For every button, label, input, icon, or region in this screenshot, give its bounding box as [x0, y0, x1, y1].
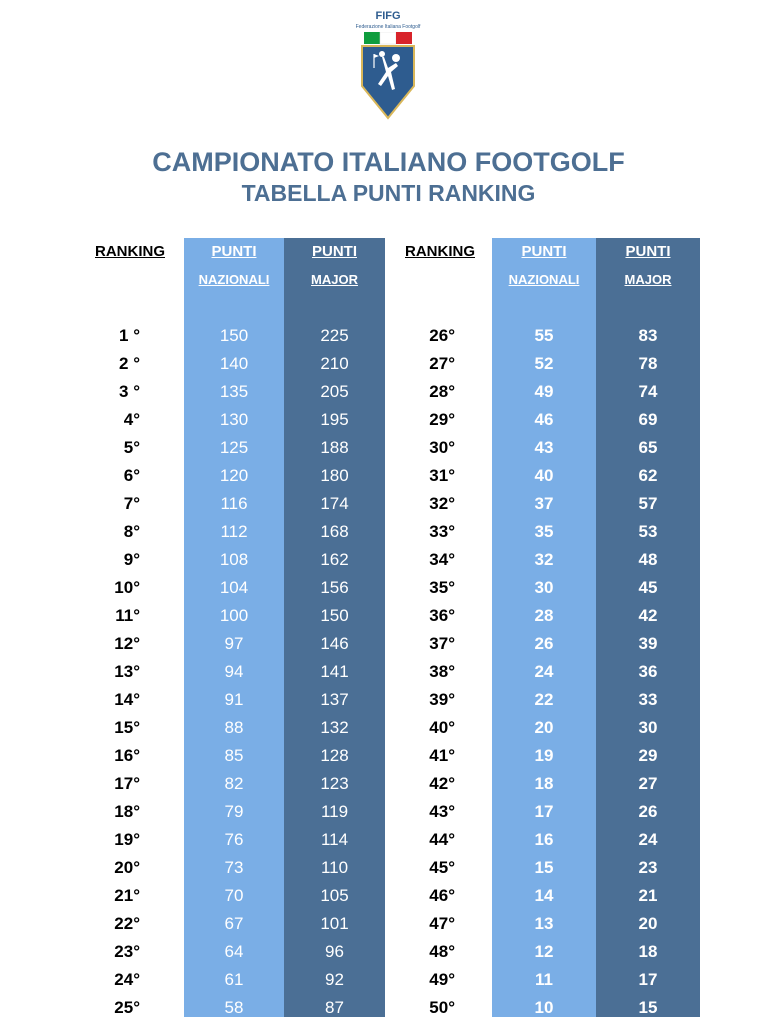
- punti-nazionali-cell: 100: [219, 606, 249, 625]
- table-row: [0, 854, 777, 882]
- punti-nazionali-cell: 73: [224, 858, 244, 877]
- punti-major-cell: 87: [325, 998, 344, 1017]
- ranking-cell: 42°: [429, 774, 455, 793]
- punti-nazionali-cell: 20: [534, 718, 554, 737]
- ranking-cell: 46°: [429, 886, 455, 905]
- punti-nazionali-cell: 22: [534, 690, 554, 709]
- punti-major-cell: 205: [320, 382, 349, 401]
- punti-nazionali-cell: 32: [534, 550, 554, 569]
- punti-major-cell: 42: [638, 606, 658, 625]
- punti-major-cell: 174: [320, 494, 349, 513]
- ranking-cell: 29°: [429, 410, 455, 429]
- punti-nazionali-cell: 120: [219, 466, 249, 485]
- punti-nazionali-cell: 140: [219, 354, 249, 373]
- ranking-cell: 35°: [429, 578, 455, 597]
- table-row: [0, 574, 777, 602]
- right-ranking-header: RANKING: [405, 243, 475, 260]
- ranking-cell: 11°: [115, 606, 140, 625]
- ranking-cell: 38°: [429, 662, 455, 681]
- punti-nazionali-cell: 10: [534, 998, 554, 1017]
- punti-major-cell: 20: [638, 914, 658, 933]
- punti-nazionali-cell: 150: [219, 326, 249, 345]
- ranking-cell: 48°: [429, 942, 455, 961]
- ranking-cell: 10°: [114, 578, 140, 597]
- ranking-cell: 37°: [429, 634, 455, 653]
- ranking-cell: 41°: [429, 746, 455, 765]
- table-row: [0, 994, 777, 1022]
- ranking-cell: 49°: [429, 970, 455, 989]
- ranking-cell: 31°: [429, 466, 455, 485]
- ranking-cell: 30°: [429, 438, 455, 457]
- ranking-cell: 32°: [429, 494, 455, 513]
- table-row: [0, 546, 777, 574]
- punti-major-cell: 137: [320, 690, 349, 709]
- ranking-cell: 13°: [114, 662, 140, 681]
- table-row: [0, 910, 777, 938]
- punti-major-cell: 39: [638, 634, 658, 653]
- table-row: [0, 602, 777, 630]
- punti-nazionali-cell: 37: [534, 494, 554, 513]
- ranking-cell: 17°: [114, 774, 140, 793]
- table-row: [0, 882, 777, 910]
- punti-major-cell: 53: [638, 522, 658, 541]
- punti-nazionali-cell: 16: [534, 830, 554, 849]
- punti-major-cell: 96: [325, 942, 344, 961]
- punti-nazionali-cell: 116: [220, 494, 248, 513]
- table-row: [0, 490, 777, 518]
- left-major-header-line1: PUNTI: [312, 243, 357, 260]
- punti-major-cell: 27: [638, 774, 658, 793]
- ranking-cell: 15°: [114, 718, 140, 737]
- punti-nazionali-cell: 112: [220, 522, 248, 541]
- punti-major-cell: 62: [638, 466, 658, 485]
- ranking-cell: 28°: [429, 382, 455, 401]
- punti-nazionali-cell: 82: [224, 774, 244, 793]
- punti-nazionali-cell: 13: [534, 914, 554, 933]
- punti-major-cell: 119: [320, 802, 349, 821]
- punti-major-cell: 101: [320, 914, 349, 933]
- table-row: [0, 322, 777, 350]
- left-ranking-header: RANKING: [95, 243, 165, 260]
- punti-nazionali-cell: 125: [219, 438, 249, 457]
- punti-major-cell: 23: [638, 858, 658, 877]
- punti-nazionali-cell: 49: [534, 382, 554, 401]
- ranking-cell: 21°: [114, 886, 140, 905]
- punti-major-cell: 114: [320, 830, 349, 849]
- ranking-cell: 12°: [114, 634, 140, 653]
- ranking-cell: 7°: [123, 494, 140, 513]
- punti-nazionali-cell: 52: [534, 354, 554, 373]
- ranking-cell: 8°: [123, 522, 140, 541]
- punti-major-cell: 78: [638, 354, 658, 373]
- punti-nazionali-cell: 104: [219, 578, 249, 597]
- table-row: [0, 378, 777, 406]
- punti-major-cell: 128: [320, 746, 349, 765]
- punti-major-cell: 26: [638, 802, 658, 821]
- punti-major-cell: 21: [638, 886, 658, 905]
- punti-major-cell: 57: [638, 494, 658, 513]
- ranking-cell: 45°: [429, 858, 455, 877]
- punti-nazionali-cell: 46: [534, 410, 554, 429]
- punti-nazionali-cell: 55: [534, 326, 554, 345]
- punti-major-cell: 132: [320, 718, 349, 737]
- left-nazionali-header-line1: PUNTI: [211, 243, 257, 260]
- table-row: [0, 658, 777, 686]
- punti-nazionali-cell: 40: [534, 466, 554, 485]
- ranking-cell: 27°: [429, 354, 455, 373]
- punti-nazionali-cell: 26: [534, 634, 554, 653]
- shield-icon: [360, 32, 416, 120]
- punti-nazionali-cell: 30: [534, 578, 554, 597]
- ranking-cell: 18°: [114, 802, 140, 821]
- right-major-header-line1: PUNTI: [625, 243, 671, 260]
- table-row: [0, 686, 777, 714]
- punti-nazionali-cell: 94: [224, 662, 244, 681]
- right-nazionali-header-line2: NAZIONALI: [508, 272, 580, 287]
- ranking-cell: 16°: [114, 746, 140, 765]
- punti-nazionali-cell: 43: [534, 438, 554, 457]
- punti-nazionali-cell: 58: [224, 998, 244, 1017]
- punti-major-cell: 105: [320, 886, 349, 905]
- punti-major-cell: 168: [320, 522, 349, 541]
- ranking-cell: 3 °: [119, 382, 140, 401]
- ranking-cell: 4°: [123, 410, 140, 429]
- ranking-cell: 14°: [114, 690, 140, 709]
- ranking-cell: 26°: [429, 326, 455, 345]
- left-nazionali-header-line2: NAZIONALI: [198, 272, 270, 287]
- punti-nazionali-cell: 85: [224, 746, 244, 765]
- punti-major-cell: 48: [638, 550, 658, 569]
- punti-nazionali-cell: 79: [224, 802, 244, 821]
- punti-nazionali-cell: 15: [534, 858, 554, 877]
- fifg-logo: [352, 10, 424, 120]
- table-row: [0, 518, 777, 546]
- ranking-cell: 36°: [429, 606, 455, 625]
- ranking-cell: 22°: [114, 914, 140, 933]
- punti-major-cell: 83: [638, 326, 658, 345]
- punti-major-cell: 162: [320, 550, 349, 569]
- page-title: CAMPIONATO ITALIANO FOOTGOLF: [152, 147, 625, 177]
- punti-nazionali-cell: 67: [224, 914, 244, 933]
- punti-major-cell: 180: [320, 466, 349, 485]
- punti-major-cell: 123: [320, 774, 349, 793]
- punti-major-cell: 210: [320, 354, 349, 373]
- table-row: [0, 742, 777, 770]
- punti-nazionali-cell: 24: [534, 662, 554, 681]
- punti-major-cell: 69: [638, 410, 658, 429]
- right-major-header-line2: MAJOR: [624, 272, 672, 287]
- logo-subtitle: Federazione Italiana Footgolf: [355, 24, 421, 30]
- punti-nazionali-cell: 18: [534, 774, 554, 793]
- table-row: [0, 462, 777, 490]
- punti-major-cell: 92: [325, 970, 344, 989]
- left-major-header-line2: MAJOR: [311, 272, 358, 287]
- punti-nazionali-cell: 61: [224, 970, 244, 989]
- ranking-cell: 19°: [114, 830, 140, 849]
- ranking-cell: 24°: [114, 970, 140, 989]
- punti-major-cell: 17: [638, 970, 658, 989]
- table-row: [0, 826, 777, 854]
- punti-major-cell: 74: [638, 382, 658, 401]
- ranking-cell: 23°: [114, 942, 140, 961]
- punti-major-cell: 156: [320, 578, 349, 597]
- punti-nazionali-cell: 14: [534, 886, 554, 905]
- punti-major-cell: 36: [638, 662, 658, 681]
- punti-major-cell: 110: [320, 858, 349, 877]
- punti-major-cell: 195: [320, 410, 349, 429]
- punti-major-cell: 15: [638, 998, 658, 1017]
- ranking-cell: 5°: [123, 438, 140, 457]
- ranking-cell: 50°: [429, 998, 455, 1017]
- ranking-cell: 33°: [429, 522, 455, 541]
- ranking-cell: 43°: [429, 802, 455, 821]
- punti-nazionali-cell: 130: [219, 410, 249, 429]
- punti-major-cell: 18: [638, 942, 658, 961]
- punti-major-cell: 30: [638, 718, 658, 737]
- table-row: [0, 350, 777, 378]
- punti-major-cell: 225: [320, 326, 349, 345]
- punti-nazionali-cell: 11: [535, 970, 553, 989]
- punti-nazionali-cell: 135: [219, 382, 249, 401]
- ranking-cell: 44°: [429, 830, 455, 849]
- punti-nazionali-cell: 64: [224, 942, 244, 961]
- ranking-cell: 34°: [429, 550, 455, 569]
- table-row: [0, 434, 777, 462]
- punti-nazionali-cell: 97: [224, 634, 244, 653]
- punti-major-cell: 141: [320, 662, 349, 681]
- punti-major-cell: 29: [638, 746, 658, 765]
- table-row: [0, 798, 777, 826]
- punti-major-cell: 146: [320, 634, 349, 653]
- table-row: [0, 770, 777, 798]
- table-row: [0, 406, 777, 434]
- punti-nazionali-cell: 70: [224, 886, 244, 905]
- table-row: [0, 938, 777, 966]
- ranking-cell: 2 °: [119, 354, 140, 373]
- ranking-cell: 9°: [123, 550, 140, 569]
- punti-major-cell: 65: [638, 438, 658, 457]
- punti-nazionali-cell: 17: [534, 802, 554, 821]
- punti-nazionali-cell: 88: [224, 718, 244, 737]
- table-row: [0, 630, 777, 658]
- ranking-cell: 25°: [114, 998, 140, 1017]
- punti-nazionali-cell: 91: [224, 690, 244, 709]
- ranking-cell: 39°: [429, 690, 455, 709]
- punti-major-cell: 45: [638, 578, 658, 597]
- table-row: [0, 714, 777, 742]
- punti-nazionali-cell: 35: [534, 522, 554, 541]
- punti-major-cell: 33: [638, 690, 658, 709]
- punti-major-cell: 150: [320, 606, 349, 625]
- punti-nazionali-cell: 12: [534, 942, 554, 961]
- punti-major-cell: 24: [638, 830, 658, 849]
- punti-major-cell: 188: [320, 438, 349, 457]
- table-row: [0, 966, 777, 994]
- punti-nazionali-cell: 19: [534, 746, 554, 765]
- ranking-cell: 1 °: [119, 326, 140, 345]
- punti-nazionali-cell: 76: [224, 830, 244, 849]
- page-subtitle: TABELLA PUNTI RANKING: [241, 180, 536, 206]
- ranking-cell: 20°: [114, 858, 140, 877]
- ranking-cell: 6°: [123, 466, 140, 485]
- right-nazionali-header-line1: PUNTI: [521, 243, 567, 260]
- logo-title: FIFG: [375, 10, 401, 22]
- punti-nazionali-cell: 28: [534, 606, 554, 625]
- punti-nazionali-cell: 108: [219, 550, 249, 569]
- ranking-cell: 47°: [429, 914, 455, 933]
- ranking-cell: 40°: [429, 718, 455, 737]
